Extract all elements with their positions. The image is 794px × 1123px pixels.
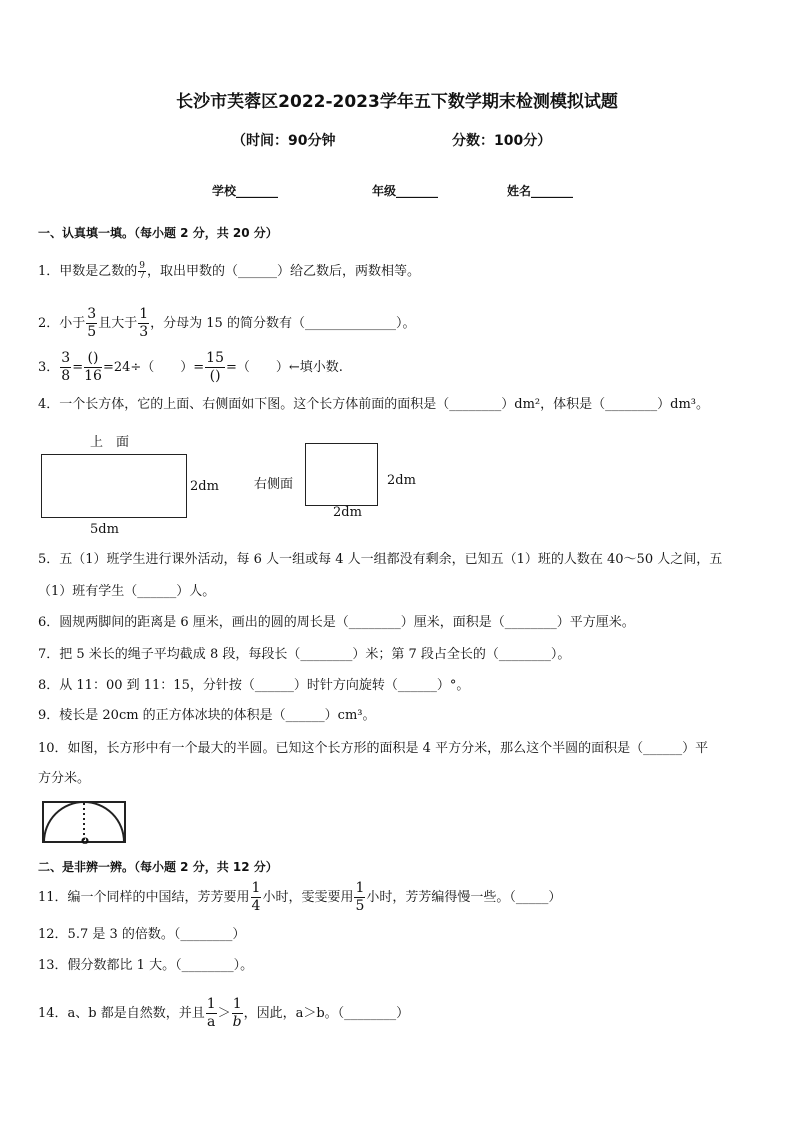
side-face-square bbox=[305, 443, 378, 506]
exam-score: 分数：100分） bbox=[452, 133, 552, 149]
question-5: 5．五（1）班学生进行课外活动，每 6 人一组或每 4 人一组都没有剩余，已知五（1）班的人数在 40～50 人之间，五 bbox=[38, 552, 723, 567]
question-14-text: 14．a、b 都是自然数，并且 bbox=[38, 1006, 205, 1021]
question-9: 9．棱长是 20cm 的正方体冰块的体积是（______）cm³。 bbox=[38, 708, 376, 723]
question-12: 12．5.7 是 3 的倍数。（________） bbox=[38, 927, 246, 942]
question-2-text-3: ，分母为 15 的简分数有（______________）。 bbox=[150, 316, 416, 331]
side-face-label: 右侧面 bbox=[254, 477, 294, 492]
question-4: 4．一个长方体，它的上面、右侧面如下图。这个长方体前面的面积是（________）dm²，体积是（________）dm³。 bbox=[38, 397, 709, 412]
top-face-rectangle bbox=[41, 454, 187, 518]
question-2-text: 2．小于 bbox=[38, 316, 86, 331]
grade-field: 年级_______ bbox=[372, 184, 439, 198]
page-title: 长沙市芙蓉区2022-2023学年五下数学期末检测模拟试题 bbox=[176, 92, 618, 112]
fraction: $\frac{3}{8}$ bbox=[61, 350, 71, 384]
top-face-label: 上 面 bbox=[90, 435, 130, 450]
question-3 bbox=[38, 350, 343, 385]
fraction: $\frac{1}{4}$ bbox=[251, 880, 261, 914]
question-1-text-2: ，取出甲数的（______）给乙数后，两数相等。 bbox=[147, 264, 421, 279]
question-13: 13．假分数都比 1 大。（________）。 bbox=[38, 958, 254, 973]
question-3-text-2: =24÷（ ）= bbox=[102, 360, 205, 375]
fraction: $\frac{1}{a}$ bbox=[206, 996, 216, 1030]
fraction: $\frac{1}{b}$ bbox=[232, 996, 242, 1030]
fraction: $\frac{9}{7}$ bbox=[139, 261, 146, 281]
question-8: 8．从 11：00 到 11：15，分针按（______）时针方向旋转（______）°。 bbox=[38, 678, 470, 693]
fraction: $\frac{1}{5}$ bbox=[355, 880, 365, 914]
top-face-width-label: 5dm bbox=[90, 522, 119, 537]
top-face-height-label: 2dm bbox=[190, 479, 219, 494]
greater-than-sign: ＞ bbox=[217, 1006, 231, 1021]
question-6: 6．圆规两脚间的距离是 6 厘米，画出的圆的周长是（________）厘米，面积是（________）平方厘米。 bbox=[38, 615, 635, 630]
side-face-width-label: 2dm bbox=[333, 505, 362, 520]
question-1-text: 1．甲数是乙数的 bbox=[38, 264, 138, 279]
school-field: 学校_______ bbox=[212, 184, 279, 198]
question-7: 7．把 5 米长的绳子平均截成 8 段，每段长（________）米；第 7 段占全长的（________）。 bbox=[38, 647, 571, 662]
center-label: o bbox=[81, 833, 90, 847]
fraction: $\frac{3}{5}$ bbox=[87, 306, 97, 340]
question-10-continued: 方分米。 bbox=[38, 771, 91, 786]
question-11-text: 11．编一个同样的中国结，芳芳要用 bbox=[38, 890, 250, 905]
question-11-text-3: 小时，芳芳编得慢一些。（_____） bbox=[366, 890, 562, 905]
exam-time: （时间：90分钟 bbox=[232, 133, 336, 149]
fraction: $\frac{()}{16}$ bbox=[84, 350, 102, 384]
question-2-text-2: 且大于 bbox=[98, 316, 138, 331]
side-face-height-label: 2dm bbox=[387, 473, 416, 488]
question-5-continued: （1）班有学生（______）人。 bbox=[38, 584, 216, 599]
section-1-heading: 一、认真填一填。（每小题 2 分，共 20 分） bbox=[38, 226, 278, 240]
question-1 bbox=[38, 262, 420, 282]
fraction: $\frac{15}{()}$ bbox=[206, 350, 224, 384]
question-3-text-3: =（ ）←填小数. bbox=[226, 360, 343, 375]
name-field: 姓名_______ bbox=[507, 184, 574, 198]
question-3-text: 3． bbox=[38, 360, 60, 375]
question-11 bbox=[38, 880, 561, 915]
question-11-text-2: 小时，雯雯要用 bbox=[262, 890, 354, 905]
question-14-text-2: ，因此，a＞b。（________） bbox=[243, 1006, 410, 1021]
question-2 bbox=[38, 306, 415, 341]
section-2-heading: 二、是非辨一辨。（每小题 2 分，共 12 分） bbox=[38, 860, 278, 874]
equals-sign: = bbox=[72, 360, 84, 375]
fraction: $\frac{1}{3}$ bbox=[139, 306, 149, 340]
question-14 bbox=[38, 996, 409, 1031]
question-10: 10．如图，长方形中有一个最大的半圆。已知这个长方形的面积是 4 平方分米，那么这个半圆的面积是（______）平 bbox=[38, 741, 709, 756]
